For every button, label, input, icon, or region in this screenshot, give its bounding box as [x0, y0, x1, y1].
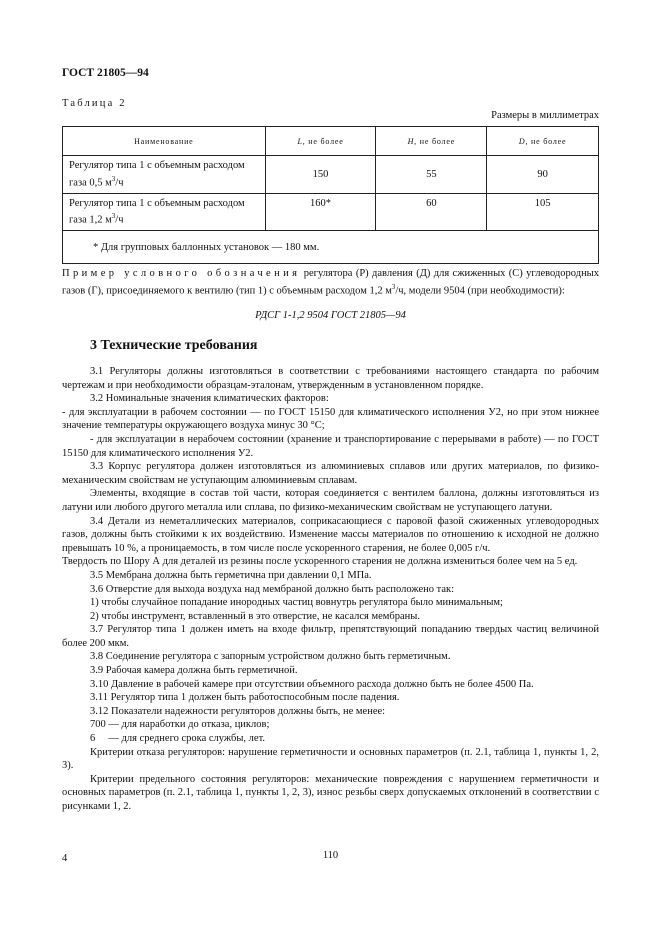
paragraph: 3.9 Рабочая камера должна быть герметичной.: [90, 665, 298, 677]
column-header-name: Наименование: [63, 127, 266, 156]
paragraph: 3.8 Соединение регулятора с запорным устройством должно быть герметичным.: [90, 651, 451, 663]
document-header: ГОСТ 21805—94: [62, 67, 149, 79]
section-title: 3 Технические требования: [90, 338, 258, 353]
row-name-cell: Регулятор типа 1 с объемным расходом газа 0,5 $м^3/ч$: [63, 156, 266, 194]
row-name-cell: Регулятор типа 1 с объемным расходом газа 1,2 $м^3/ч$: [63, 193, 266, 231]
row-d-cell: 105: [487, 193, 599, 231]
paragraph: 3.11 Регулятор типа 1 должен быть работоспособным после падения.: [90, 692, 400, 704]
paragraph: 6 — для среднего срока службы, лет.: [90, 733, 265, 745]
paragraph: 700 — для наработки до отказа, циклов;: [90, 719, 270, 731]
table-row: [63, 156, 599, 194]
paragraph: 3.5 Мембрана должна быть герметична при давлении 0,1 МПа.: [90, 569, 372, 581]
row-l-cell: 150: [265, 156, 376, 194]
example-tail: /ч, модели 9504 (при необходимости):: [395, 285, 565, 297]
paragraph: Критерии отказа регуляторов: нарушение герметичности и основных параметров (п. 2.1, таблица 1, пункты 1, 2, 3).: [62, 746, 599, 772]
paragraph: 3.4 Детали из неметаллических материалов, соприкасающиеся с паровой фазой сжиженных углеводородных газов, должны быть стойкими к их воздействию. Изменение массы материалов по отношению к исходной не должно превышать 10 %, а проницаемость, в том числе после ускоренного старения, не более 0,005 г/ч.: [62, 515, 599, 554]
paragraph: 3.3 Корпус регулятора должен изготовляться из алюминиевых сплавов или других материалов, по физико-механическим свойствам не уступающим алюминиевым сплавам.: [62, 461, 599, 486]
row-h-cell: 60: [376, 193, 487, 231]
paragraph: Твердость по Шору А для деталей из резины после ускоренного старения не должна измениться более чем на 5 ед.: [62, 556, 578, 568]
column-header-h: H, не более: [376, 127, 487, 156]
table-header-row: [63, 127, 599, 156]
row-l-cell: 160*: [265, 193, 376, 231]
paragraph: Критерии предельного состояния регуляторов: механические повреждения с нарушением герметичности и основных параметров (п. 2.1, таблица 1, пункты 1, 2, 3), износ резьбы сверх допускаемых отклонений в соответствии с рисунками 1, 2.: [62, 773, 599, 812]
page-number-center: 110: [322, 850, 339, 861]
example-designation: РДСГ 1-1,2 9504 ГОСТ 21805—94: [255, 310, 406, 321]
example-lead: Пример условного обозначения: [62, 268, 301, 279]
table-row: [63, 193, 599, 231]
row-d-cell: 90: [487, 156, 599, 194]
paragraph: 2) чтобы инструмент, вставленный в это отверстие, не касался мембраны.: [90, 610, 420, 622]
table-footnote: * Для групповых баллонных установок — 180 мм.: [63, 231, 599, 264]
paragraph: - для эксплуатации в нерабочем состоянии (хранение и транспортирование с перерывами в работе) — по ГОСТ 15150 для климатического исполнения У2.: [62, 433, 599, 459]
table-footnote-row: [63, 231, 599, 264]
row-h-cell: 55: [376, 156, 487, 194]
paragraph: 3.12 Показатели надежности регуляторов должны быть, не менее:: [90, 705, 386, 717]
paragraph: - для эксплуатации в рабочем состоянии — по ГОСТ 15150 для климатического исполнения У2, но при этом нижнее значение температуры окружающего воздуха минус 30 °С;: [62, 406, 599, 432]
dimensions-table: [62, 126, 599, 264]
paragraph: Элементы, входящие в состав той части, которая соединяется с вентилем баллона, должны изготовляться из латуни или любого другого металла или сплава, по физико-механическим свойствам не уступающего латуни.: [62, 488, 599, 513]
designation-example: Пример условного обозначения регулятора (Р) давления (Д) для сжиженных (С) углеводородных газов (Г), присоединяемого к вентилю (тип 1) с объемным расходом 1,2 $м^3/ч$, модели 9504 (при необходимости):: [62, 268, 599, 297]
paragraph: 3.7 Регулятор типа 1 должен иметь на входе фильтр, препятствующий попаданию твердых частиц величиной более 200 мкм.: [62, 624, 599, 649]
section-body: [62, 365, 599, 814]
column-header-d: D, не более: [487, 127, 599, 156]
paragraph: 3.10 Давление в рабочей камере при отсутствии объемного расхода должно быть не более 4500 Па.: [90, 678, 534, 690]
paragraph: 1) чтобы случайное попадание инородных частиц вовнутрь регулятора было минимальным;: [90, 597, 503, 609]
paragraph: 3.6 Отверстие для выхода воздуха над мембраной должно быть расположено так:: [90, 583, 455, 595]
table-caption: Таблица 2: [62, 98, 127, 109]
dimensions-note: Размеры в миллиметрах: [491, 110, 599, 121]
example-text: регулятора (Р) давления (Д) для сжиженных (С) углеводородных газов (Г), присоединяемого к вентилю (тип 1) с объемным расходом 1,2 м: [62, 268, 599, 297]
paragraph: 3.2 Номинальные значения климатических факторов:: [90, 393, 329, 405]
paragraph: 3.1 Регуляторы должны изготовляться в соответствии с требованиями настоящего стандарта по рабочим чертежам и при необходимости образцам-эталонам, утвержденным в установленном порядке.: [62, 366, 599, 391]
column-header-l: L, не более: [265, 127, 376, 156]
page-number-left: 4: [62, 853, 68, 864]
